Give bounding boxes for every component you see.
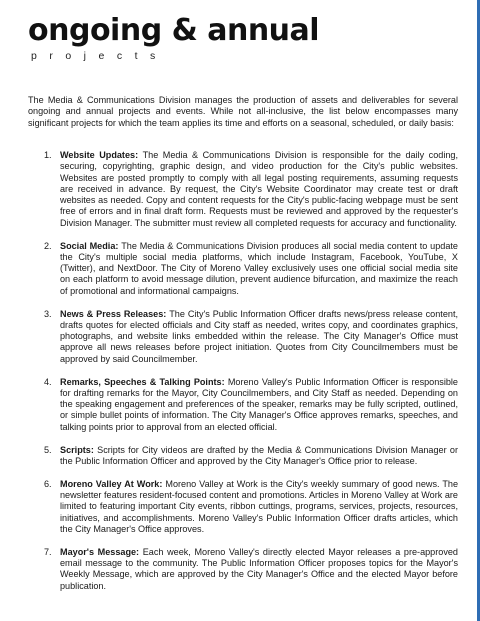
item-heading: Social Media: <box>60 240 122 251</box>
page-title: ongoing & annual <box>28 13 320 48</box>
item-body: The City's Public Information Officer drafts news/press release content, drafts quotes for elected officials and City staff as needed, writes copy, and coordinates graphics, photographs, and website links embedded within the release. The City Manager's Office must approve all news releases before project initiation. Quotes from City Councilmembers must be approved by said Councilmember. <box>60 308 458 364</box>
item-body: The Media & Communications Division produces all social media content to update the City's multiple social media platforms, which include Instagram, Facebook, YouTube, X (Twitter), and NextDoor. The City of Moreno Valley exclusively uses one official social media site on each platform to avoid message dilution, prevent audience bifurcation, and maximize the reach of promotional and informational campaigns. <box>60 240 458 296</box>
item-heading: Scripts: <box>60 444 98 455</box>
list-item-social-media <box>44 241 458 297</box>
list-item-scripts <box>44 445 458 468</box>
item-body: Moreno Valley's Public Information Officer is responsible for drafting remarks for the Mayor, City Councilmembers, and City Staff as needed. Depending on the speaking engagement and preferences of the speaker, remarks may be fully scripted, outlined, or simple bullet points of information. The City Manager's Office approves remarks, speeches, and talking points prior to approval from an elected official. <box>60 376 458 432</box>
item-body: The Media & Communications Division is responsible for the daily coding, securing, copyrighting, graphic design, and video production for the City's public websites. Websites are posted promptly to comply with all legal posting requirements, assuming requests are received in advance. By request, the City's Website Coordinator may create test or draft websites as needed. Copy and content requests for the City's public-facing webpage must be sent free of errors and in final draft form. Requests must be reviewed and approved by the requester's Division Manager. The submitter must review all completed requests for accuracy and functionality. <box>60 150 458 228</box>
item-heading: News & Press Releases: <box>60 308 170 319</box>
project-list <box>44 150 458 603</box>
item-number: 5. <box>44 444 52 455</box>
list-item-website-updates <box>44 150 458 229</box>
list-item-moreno-valley-at-work <box>44 479 458 535</box>
item-number: 7. <box>44 546 52 557</box>
page-subtitle: projects <box>31 50 168 62</box>
item-number: 3. <box>44 308 52 319</box>
item-body: Moreno Valley at Work is the City's weekly summary of good news. The newsletter features resident-focused content and promotions. Articles in Moreno Valley at Work are limited to featuring important City events, ribbon cuttings, programs, services, projects, resources, initiatives, and accomplishments. Moreno Valley's Public Information Officer drafts articles, which the City Manager's Office approves. <box>60 478 458 534</box>
item-number: 6. <box>44 478 52 489</box>
list-item-news-press-releases <box>44 309 458 365</box>
item-number: 1. <box>44 150 52 160</box>
item-heading: Remarks, Speeches & Talking Points: <box>60 376 228 387</box>
item-body: Scripts for City videos are drafted by the Media & Communications Division Manager or the Public Information Officer and approved by the City Manager's Office prior to release. <box>60 444 458 466</box>
item-heading: Website Updates: <box>60 150 143 160</box>
list-item-remarks-speeches <box>44 377 458 433</box>
item-heading: Mayor's Message: <box>60 546 143 557</box>
item-heading: Moreno Valley At Work: <box>60 478 166 489</box>
list-item-mayors-message <box>44 547 458 592</box>
item-number: 4. <box>44 376 52 387</box>
item-number: 2. <box>44 240 52 251</box>
item-body: Each week, Moreno Valley's directly elected Mayor releases a pre-approved email message to the community. The Public Information Officer proposes topics for the Mayor's Weekly Message, which are approved by the City Manager's Office and the elected Mayor before publication. <box>60 546 458 591</box>
intro-paragraph: The Media & Communications Division manages the production of assets and deliverables for several ongoing and annual projects and events. While not all-inclusive, the list below encompasses many significant projects for which the team applies its time and efforts on a seasonal, scheduled, or daily basis: <box>28 95 458 128</box>
